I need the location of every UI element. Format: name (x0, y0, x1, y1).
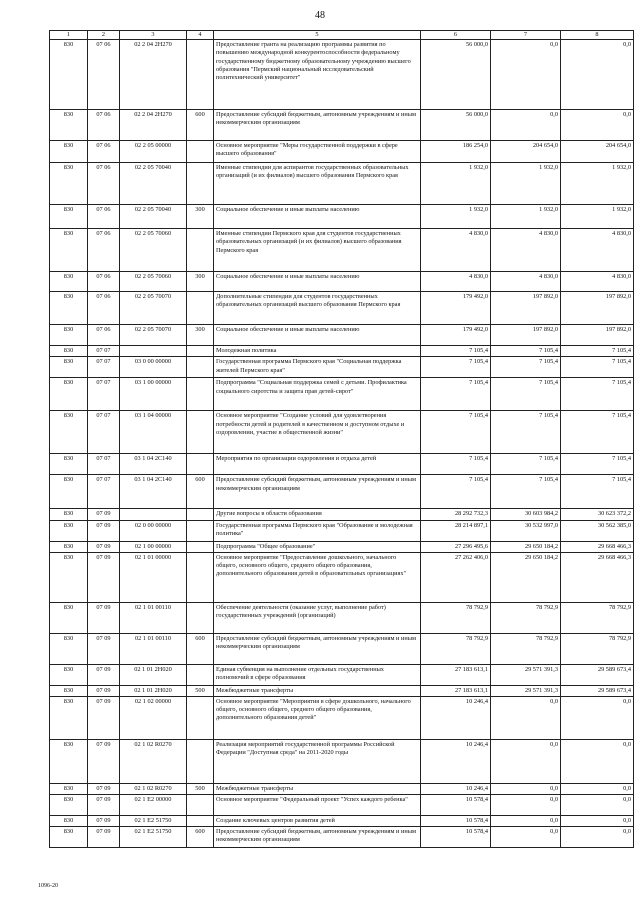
cell-amount-year1: 1 932,0 (421, 205, 491, 229)
cell-amount-year2: 7 105,4 (491, 357, 561, 378)
cell-expense-type (187, 346, 214, 357)
cell-name: Мероприятия по организации оздоровления и отдыха детей (214, 454, 421, 475)
cell-section-code: 07 09 (88, 552, 120, 602)
table-row (50, 163, 634, 205)
cell-amount-year1: 179 492,0 (421, 292, 491, 325)
cell-admin-code: 830 (50, 685, 88, 696)
cell-amount-year3: 0,0 (561, 110, 634, 141)
cell-section-code: 07 06 (88, 141, 120, 163)
cell-target-code: 02 1 01 00110 (120, 602, 187, 633)
cell-amount-year3: 0,0 (561, 783, 634, 794)
cell-expense-type (187, 292, 214, 325)
cell-name: Единая субвенция на выполнение отдельных государственных полномочий в сфере образования (214, 664, 421, 685)
cell-amount-year3: 29 668 466,3 (561, 552, 634, 602)
cell-admin-code: 830 (50, 163, 88, 205)
cell-expense-type: 300 (187, 325, 214, 346)
cell-section-code: 07 07 (88, 378, 120, 411)
cell-section-code: 07 09 (88, 685, 120, 696)
cell-admin-code: 830 (50, 783, 88, 794)
cell-amount-year3: 4 830,0 (561, 272, 634, 292)
cell-section-code: 07 09 (88, 602, 120, 633)
column-header: 2 (88, 31, 120, 40)
cell-name: Основное мероприятие "Федеральный проект "Успех каждого ребенка" (214, 795, 421, 816)
cell-expense-type: 300 (187, 272, 214, 292)
table-row (50, 696, 634, 739)
column-header: 1 (50, 31, 88, 40)
cell-amount-year3: 0,0 (561, 795, 634, 816)
cell-admin-code: 830 (50, 411, 88, 454)
header-row (50, 31, 634, 40)
cell-admin-code: 830 (50, 739, 88, 783)
cell-admin-code: 830 (50, 509, 88, 520)
cell-section-code: 07 09 (88, 520, 120, 541)
cell-target-code: 03 1 04 2С140 (120, 475, 187, 509)
cell-amount-year2: 0,0 (491, 827, 561, 848)
cell-amount-year2: 0,0 (491, 110, 561, 141)
cell-admin-code: 830 (50, 378, 88, 411)
cell-amount-year1: 7 105,4 (421, 378, 491, 411)
cell-name: Основное мероприятие "Мероприятия в сфере дошкольного, начального общего, основного общего, среднего общего образования, дополнительного образования детей" (214, 696, 421, 739)
cell-admin-code: 830 (50, 633, 88, 664)
cell-amount-year3: 7 105,4 (561, 454, 634, 475)
cell-target-code: 02 2 05 70070 (120, 292, 187, 325)
cell-amount-year3: 0,0 (561, 40, 634, 110)
cell-amount-year3: 78 792,9 (561, 633, 634, 664)
cell-amount-year3: 7 105,4 (561, 357, 634, 378)
cell-section-code: 07 09 (88, 795, 120, 816)
cell-section-code: 07 06 (88, 292, 120, 325)
cell-name: Социальное обеспечение и иные выплаты населению (214, 272, 421, 292)
column-header: 4 (187, 31, 214, 40)
cell-admin-code: 830 (50, 141, 88, 163)
cell-section-code: 07 09 (88, 541, 120, 552)
cell-amount-year1: 27 183 613,1 (421, 664, 491, 685)
cell-expense-type (187, 378, 214, 411)
cell-admin-code: 830 (50, 325, 88, 346)
cell-amount-year1: 28 292 732,3 (421, 509, 491, 520)
cell-target-code (120, 346, 187, 357)
table-row (50, 346, 634, 357)
cell-name: Обеспечение деятельности (оказание услуг, выполнение работ) государственных учреждений (организаций) (214, 602, 421, 633)
cell-amount-year2: 0,0 (491, 40, 561, 110)
cell-section-code: 07 06 (88, 205, 120, 229)
budget-table (49, 30, 634, 848)
cell-amount-year3: 29 589 673,4 (561, 664, 634, 685)
cell-amount-year2: 7 105,4 (491, 378, 561, 411)
cell-amount-year2: 0,0 (491, 816, 561, 827)
table-row (50, 795, 634, 816)
cell-admin-code: 830 (50, 827, 88, 848)
cell-target-code: 03 1 04 00000 (120, 411, 187, 454)
cell-amount-year1: 7 105,4 (421, 454, 491, 475)
cell-expense-type: 600 (187, 475, 214, 509)
cell-target-code: 02 1 Е2 51750 (120, 816, 187, 827)
cell-admin-code: 830 (50, 40, 88, 110)
cell-amount-year3: 30 623 372,2 (561, 509, 634, 520)
cell-amount-year1: 186 254,0 (421, 141, 491, 163)
cell-target-code: 02 2 04 2Н270 (120, 40, 187, 110)
cell-amount-year2: 4 830,0 (491, 229, 561, 272)
table-row (50, 272, 634, 292)
cell-amount-year3: 30 562 385,0 (561, 520, 634, 541)
cell-expense-type (187, 229, 214, 272)
cell-admin-code: 830 (50, 520, 88, 541)
cell-name: Межбюджетные трансферты (214, 685, 421, 696)
cell-amount-year3: 197 892,0 (561, 292, 634, 325)
table-body (50, 40, 634, 848)
cell-amount-year2: 7 105,4 (491, 475, 561, 509)
cell-amount-year2: 7 105,4 (491, 454, 561, 475)
cell-amount-year1: 78 792,9 (421, 602, 491, 633)
cell-target-code: 02 1 01 00110 (120, 633, 187, 664)
table-row (50, 520, 634, 541)
table-row (50, 357, 634, 378)
table-row (50, 378, 634, 411)
cell-amount-year2: 1 932,0 (491, 163, 561, 205)
cell-admin-code: 830 (50, 110, 88, 141)
cell-section-code: 07 07 (88, 454, 120, 475)
table-row (50, 602, 634, 633)
cell-target-code: 02 2 05 70040 (120, 163, 187, 205)
cell-admin-code: 830 (50, 541, 88, 552)
cell-expense-type (187, 696, 214, 739)
column-header: 7 (491, 31, 561, 40)
cell-expense-type (187, 520, 214, 541)
cell-admin-code: 830 (50, 357, 88, 378)
cell-name: Дополнительные стипендии для студентов государственных образовательных организаций высшего образования Пермского края (214, 292, 421, 325)
cell-name: Другие вопросы в области образования (214, 509, 421, 520)
cell-amount-year2: 0,0 (491, 795, 561, 816)
table-row (50, 816, 634, 827)
cell-amount-year1: 10 246,4 (421, 739, 491, 783)
cell-name: Именные стипендии Пермского края для студентов государственных образовательных организаций (и их филиалов) высшего образования Пермского края (214, 229, 421, 272)
cell-target-code: 02 2 05 70070 (120, 325, 187, 346)
cell-name: Основное мероприятие "Создание условий для удовлетворения потребности детей и родителей в качественном и доступном отдыхе и оздоровлении, участие в общественной жизни" (214, 411, 421, 454)
cell-section-code: 07 09 (88, 739, 120, 783)
table-row (50, 454, 634, 475)
cell-amount-year3: 1 932,0 (561, 163, 634, 205)
cell-target-code: 02 1 01 00000 (120, 552, 187, 602)
cell-amount-year2: 29 571 391,3 (491, 685, 561, 696)
cell-amount-year1: 78 792,9 (421, 633, 491, 664)
table-row (50, 141, 634, 163)
cell-section-code: 07 07 (88, 346, 120, 357)
cell-target-code: 02 2 05 70060 (120, 229, 187, 272)
table-row (50, 229, 634, 272)
cell-amount-year2: 0,0 (491, 783, 561, 794)
cell-name: Социальное обеспечение и иные выплаты населению (214, 325, 421, 346)
table-row (50, 664, 634, 685)
table-row (50, 783, 634, 794)
table-row (50, 827, 634, 848)
cell-expense-type: 600 (187, 110, 214, 141)
cell-expense-type (187, 454, 214, 475)
cell-expense-type: 600 (187, 827, 214, 848)
cell-section-code: 07 09 (88, 633, 120, 664)
cell-amount-year2: 29 571 391,3 (491, 664, 561, 685)
cell-expense-type: 500 (187, 783, 214, 794)
cell-name: Предоставление гранта на реализацию программы развития по повышению международной конкурентоспособности федеральному государственному бюджетному образовательному учреждению высшего образования "Пермский национальный исследовательский политехнический университет" (214, 40, 421, 110)
cell-amount-year3: 0,0 (561, 827, 634, 848)
cell-amount-year2: 29 650 184,2 (491, 552, 561, 602)
cell-amount-year1: 28 214 897,1 (421, 520, 491, 541)
cell-expense-type (187, 357, 214, 378)
cell-expense-type (187, 795, 214, 816)
cell-amount-year2: 30 603 984,2 (491, 509, 561, 520)
cell-amount-year2: 78 792,9 (491, 633, 561, 664)
cell-section-code: 07 06 (88, 110, 120, 141)
cell-target-code: 02 1 02 R0270 (120, 783, 187, 794)
cell-target-code: 02 1 00 00000 (120, 541, 187, 552)
cell-amount-year2: 0,0 (491, 739, 561, 783)
cell-target-code: 02 2 04 2Н270 (120, 110, 187, 141)
cell-amount-year2: 30 532 997,0 (491, 520, 561, 541)
cell-amount-year1: 10 246,4 (421, 783, 491, 794)
cell-admin-code: 830 (50, 664, 88, 685)
table-row (50, 739, 634, 783)
table-row (50, 40, 634, 110)
cell-amount-year2: 197 892,0 (491, 292, 561, 325)
table-row (50, 685, 634, 696)
cell-amount-year2: 197 892,0 (491, 325, 561, 346)
cell-admin-code: 830 (50, 272, 88, 292)
cell-admin-code: 830 (50, 346, 88, 357)
cell-expense-type (187, 739, 214, 783)
cell-expense-type (187, 541, 214, 552)
table-row (50, 292, 634, 325)
cell-expense-type (187, 602, 214, 633)
cell-amount-year1: 27 183 613,1 (421, 685, 491, 696)
cell-target-code: 03 1 00 00000 (120, 378, 187, 411)
cell-amount-year2: 78 792,9 (491, 602, 561, 633)
cell-target-code: 02 2 05 70060 (120, 272, 187, 292)
cell-expense-type (187, 552, 214, 602)
cell-amount-year3: 0,0 (561, 696, 634, 739)
cell-amount-year2: 29 650 184,2 (491, 541, 561, 552)
cell-admin-code: 830 (50, 795, 88, 816)
cell-section-code: 07 06 (88, 40, 120, 110)
cell-name: Основное мероприятие "Меры государственной поддержки в сфере высшего образования" (214, 141, 421, 163)
cell-admin-code: 830 (50, 602, 88, 633)
cell-amount-year3: 7 105,4 (561, 475, 634, 509)
cell-amount-year1: 56 000,0 (421, 40, 491, 110)
cell-admin-code: 830 (50, 696, 88, 739)
cell-target-code: 02 1 01 2Н020 (120, 664, 187, 685)
cell-amount-year3: 204 654,0 (561, 141, 634, 163)
cell-name: Предоставление субсидий бюджетным, автономным учреждениям и иным некоммерческим организациям (214, 827, 421, 848)
cell-expense-type: 300 (187, 205, 214, 229)
cell-amount-year3: 7 105,4 (561, 378, 634, 411)
cell-section-code: 07 07 (88, 357, 120, 378)
cell-amount-year1: 27 296 495,6 (421, 541, 491, 552)
column-header: 5 (214, 31, 421, 40)
cell-name: Межбюджетные трансферты (214, 783, 421, 794)
cell-amount-year1: 10 578,4 (421, 827, 491, 848)
table-row (50, 541, 634, 552)
cell-amount-year1: 4 830,0 (421, 272, 491, 292)
cell-amount-year3: 0,0 (561, 739, 634, 783)
cell-section-code: 07 07 (88, 475, 120, 509)
cell-target-code: 02 1 Е2 00000 (120, 795, 187, 816)
cell-name: Предоставление субсидий бюджетным, автономным учреждениям и иным некоммерческим организациям (214, 110, 421, 141)
cell-admin-code: 830 (50, 454, 88, 475)
cell-section-code: 07 09 (88, 664, 120, 685)
cell-target-code: 02 2 05 70040 (120, 205, 187, 229)
cell-admin-code: 830 (50, 229, 88, 272)
cell-name: Предоставление субсидий бюджетным, автономным учреждениям и иным некоммерческим организациям (214, 475, 421, 509)
cell-name: Реализация мероприятий государственной программы Российской Федерации "Доступная среда" на 2011-2020 годы (214, 739, 421, 783)
cell-admin-code: 830 (50, 205, 88, 229)
column-header: 8 (561, 31, 634, 40)
cell-name: Социальное обеспечение и иные выплаты населению (214, 205, 421, 229)
cell-name: Подпрограмма "Социальная поддержка семей с детьми. Профилактика социального сиротства и защита прав детей-сирот" (214, 378, 421, 411)
cell-target-code: 02 0 00 00000 (120, 520, 187, 541)
cell-admin-code: 830 (50, 552, 88, 602)
cell-amount-year3: 29 668 466,3 (561, 541, 634, 552)
cell-admin-code: 830 (50, 475, 88, 509)
table-row (50, 509, 634, 520)
cell-amount-year2: 0,0 (491, 696, 561, 739)
table-row (50, 110, 634, 141)
cell-amount-year2: 7 105,4 (491, 346, 561, 357)
cell-amount-year3: 0,0 (561, 816, 634, 827)
cell-section-code: 07 09 (88, 827, 120, 848)
cell-section-code: 07 09 (88, 696, 120, 739)
cell-amount-year1: 27 262 406,0 (421, 552, 491, 602)
cell-target-code: 02 2 05 00000 (120, 141, 187, 163)
cell-expense-type: 600 (187, 633, 214, 664)
cell-amount-year1: 10 246,4 (421, 696, 491, 739)
cell-section-code: 07 09 (88, 816, 120, 827)
cell-amount-year2: 1 932,0 (491, 205, 561, 229)
cell-name: Основное мероприятие "Предоставление дошкольного, начального общего, основного общего, среднего общего образования, дополнительного образования детей в образовательных организациях" (214, 552, 421, 602)
cell-expense-type (187, 40, 214, 110)
footer-code: 1096-20 (38, 883, 58, 889)
cell-name: Создание ключевых центров развития детей (214, 816, 421, 827)
cell-section-code: 07 06 (88, 325, 120, 346)
cell-amount-year2: 4 830,0 (491, 272, 561, 292)
column-header: 3 (120, 31, 187, 40)
cell-expense-type (187, 664, 214, 685)
cell-section-code: 07 06 (88, 229, 120, 272)
table-row (50, 475, 634, 509)
cell-amount-year3: 1 932,0 (561, 205, 634, 229)
cell-expense-type (187, 163, 214, 205)
cell-amount-year1: 179 492,0 (421, 325, 491, 346)
cell-target-code: 02 1 Е2 51750 (120, 827, 187, 848)
table-row (50, 325, 634, 346)
cell-name: Подпрограмма "Общее образование" (214, 541, 421, 552)
cell-amount-year2: 204 654,0 (491, 141, 561, 163)
cell-section-code: 07 07 (88, 411, 120, 454)
cell-target-code: 02 1 01 2Н020 (120, 685, 187, 696)
cell-expense-type (187, 509, 214, 520)
cell-expense-type (187, 411, 214, 454)
cell-amount-year1: 7 105,4 (421, 411, 491, 454)
table-row (50, 411, 634, 454)
table-row (50, 552, 634, 602)
cell-amount-year3: 4 830,0 (561, 229, 634, 272)
cell-amount-year1: 10 578,4 (421, 795, 491, 816)
table-row (50, 633, 634, 664)
cell-section-code: 07 06 (88, 163, 120, 205)
cell-amount-year1: 4 830,0 (421, 229, 491, 272)
cell-name: Государственная программа Пермского края "Образование и молодежная политика" (214, 520, 421, 541)
cell-section-code: 07 09 (88, 509, 120, 520)
cell-amount-year3: 7 105,4 (561, 346, 634, 357)
cell-target-code: 03 1 04 2С140 (120, 454, 187, 475)
cell-expense-type (187, 141, 214, 163)
cell-admin-code: 830 (50, 816, 88, 827)
cell-target-code: 02 1 02 00000 (120, 696, 187, 739)
cell-expense-type (187, 816, 214, 827)
table-row (50, 205, 634, 229)
cell-section-code: 07 06 (88, 272, 120, 292)
cell-admin-code: 830 (50, 292, 88, 325)
cell-amount-year1: 7 105,4 (421, 475, 491, 509)
cell-amount-year1: 1 932,0 (421, 163, 491, 205)
cell-amount-year1: 7 105,4 (421, 357, 491, 378)
page-number: 48 (315, 10, 325, 21)
cell-target-code: 03 0 00 00000 (120, 357, 187, 378)
column-header: 6 (421, 31, 491, 40)
cell-amount-year1: 7 105,4 (421, 346, 491, 357)
cell-name: Молодежная политика (214, 346, 421, 357)
cell-target-code (120, 509, 187, 520)
cell-expense-type: 500 (187, 685, 214, 696)
cell-amount-year3: 78 792,9 (561, 602, 634, 633)
cell-target-code: 02 1 02 R0270 (120, 739, 187, 783)
cell-name: Именные стипендии для аспирантов государственных образовательных организаций (и их филиалов) высшего образования Пермского края (214, 163, 421, 205)
cell-name: Предоставление субсидий бюджетным, автономным учреждениям и иным некоммерческим организациям (214, 633, 421, 664)
cell-amount-year1: 56 000,0 (421, 110, 491, 141)
cell-amount-year2: 7 105,4 (491, 411, 561, 454)
cell-amount-year3: 7 105,4 (561, 411, 634, 454)
cell-section-code: 07 09 (88, 783, 120, 794)
cell-amount-year1: 10 578,4 (421, 816, 491, 827)
cell-amount-year3: 29 589 673,4 (561, 685, 634, 696)
cell-amount-year3: 197 892,0 (561, 325, 634, 346)
cell-name: Государственная программа Пермского края "Социальная поддержка жителей Пермского края" (214, 357, 421, 378)
